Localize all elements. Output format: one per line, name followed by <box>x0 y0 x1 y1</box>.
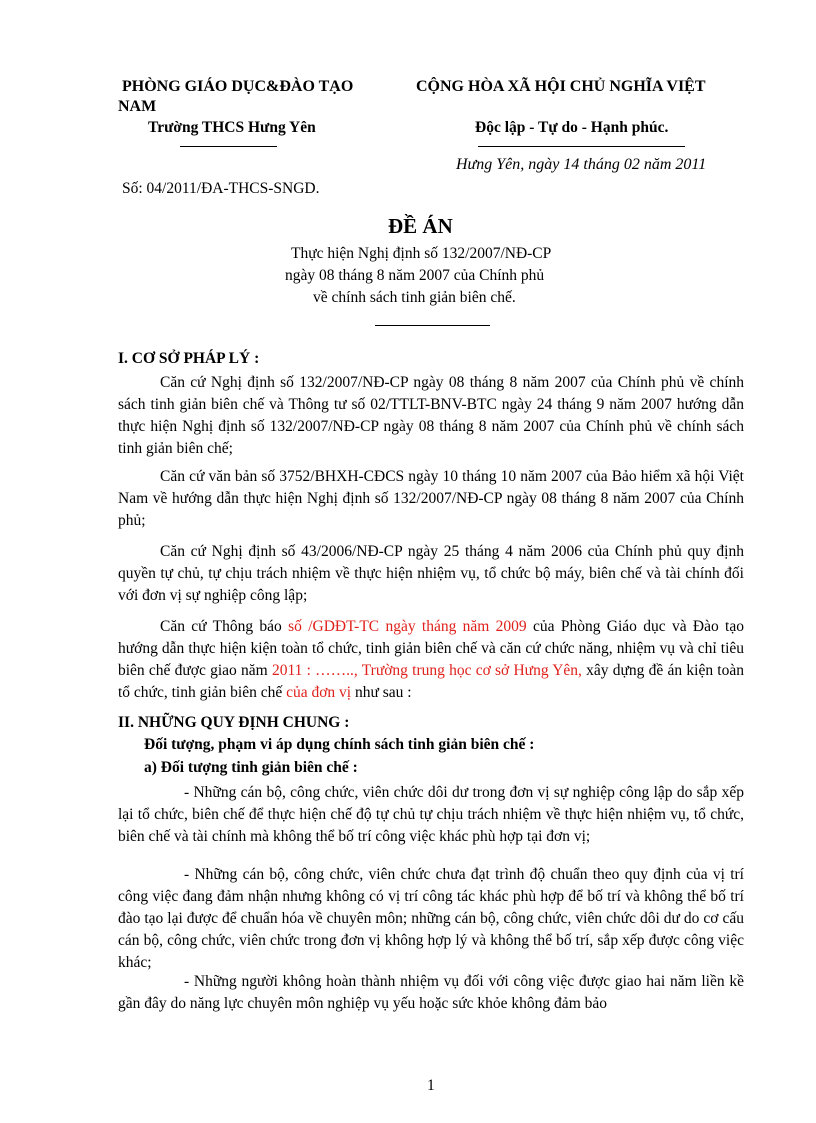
section-2-heading: II. NHỮNG QUY ĐỊNH CHUNG : <box>118 714 350 731</box>
legal-basis-paragraph-1: Căn cứ Nghị định số 132/2007/NĐ-CP ngày 08 tháng 8 năm 2007 của Chính phủ về chính sách tinh giản biên chế và Thông tư số 02/TTLT-BNV-BTC ngày 24 tháng 9 năm 2007 hướng dẫn thực hiện Nghị định số 132/2007/NĐ-CP ngày 08 tháng 8 năm 2007 của Chính phủ về chính sách tinh giản biên chế; <box>118 374 744 457</box>
title-line-3: về chính sách tinh giản biên chế. <box>313 289 516 306</box>
bullet-3: - Những người không hoàn thành nhiệm vụ đối với công việc được giao hai năm liền kề gần đây do năng lực chuyên môn nghiệp vụ yếu hoặc sức khỏe không đảm bảo <box>118 973 744 1012</box>
p4-text-d: xây dựng đề án kiện toàn tổ chức, tinh giản biên chế <box>118 662 744 701</box>
page-number: 1 <box>427 1077 435 1094</box>
p4-red-unit: của đơn vị <box>286 684 352 701</box>
republic-title: CỘNG HÒA XÃ HỘI CHỦ NGHĨA VIỆT <box>416 78 706 95</box>
school-underline <box>180 146 277 147</box>
legal-basis-paragraph-3: Căn cứ Nghị định số 43/2006/NĐ-CP ngày 25 tháng 4 năm 2006 của Chính phủ quy định quyền tự chủ, tự chịu trách nhiệm về thực hiện nhiệm vụ, tổ chức bộ máy, biên chế và tài chính đối với đơn vị sự nghiệp công lập; <box>118 543 744 604</box>
p4-red-number: số /GDĐT-TC ngày tháng năm 2009 <box>288 618 527 635</box>
legal-basis-paragraph-2: Căn cứ văn bản số 3752/BHXH-CĐCS ngày 10 tháng 10 năm 2007 của Bảo hiểm xã hội Việt Nam về hướng dẫn thực hiện Nghị định số 132/2007/NĐ-CP ngày 08 tháng 8 năm 2007 của Chính phủ; <box>118 468 744 529</box>
title-line-2: ngày 08 tháng 8 năm 2007 của Chính phủ <box>285 267 545 284</box>
school-name: Trường THCS Hưng Yên <box>148 119 316 136</box>
document-number: Số: 04/2011/ĐA-THCS-SNGD. <box>122 180 320 197</box>
national-motto: Độc lập - Tự do - Hạnh phúc. <box>475 119 669 136</box>
section-2-subheading: Đối tượng, phạm vi áp dụng chính sách tinh giản biên chế : <box>144 736 535 753</box>
legal-basis-paragraph-4 <box>118 616 744 704</box>
department-name-cont: NAM <box>118 98 157 115</box>
p4-text-a: Căn cứ Thông báo <box>160 618 289 635</box>
document-title: ĐỀ ÁN <box>388 214 453 238</box>
bullet-1: - Những cán bộ, công chức, viên chức dôi dư trong đơn vị sự nghiệp công lập do sắp xếp lại tổ chức, biên chế để thực hiện chế độ tự chủ tự chịu trách nhiệm về thực hiện nhiệm vụ, tổ chức, biên chế và tài chính mà không thể bố trí công việc khác phù hợp tại đơn vị; <box>118 784 744 845</box>
department-name: PHÒNG GIÁO DỤC&ĐÀO TẠO <box>122 78 354 95</box>
place-date: Hưng Yên, ngày 14 tháng 02 năm 2011 <box>456 156 707 173</box>
title-line-1: Thực hiện Nghị định số 132/2007/NĐ-CP <box>291 245 552 262</box>
motto-underline <box>478 146 685 147</box>
p4-red-year: 2011 : …….., <box>271 662 358 679</box>
title-divider <box>375 325 490 326</box>
p4-text-e: như sau : <box>351 684 412 701</box>
bullet-2: - Những cán bộ, công chức, viên chức chưa đạt trình độ chuẩn theo quy định của vị trí công việc đang đảm nhận nhưng không có vị trí công tác khác phù hợp để bố trí và không thể bố trí đào tạo lại được để chuẩn hóa về chuyên môn; những cán bộ, công chức, viên chức dôi dư do cơ cấu cán bộ, công chức, viên chức trong đơn vị không hợp lý và không thể bố trí, sắp xếp được công việc khác; <box>118 866 744 971</box>
p4-text-b: của Phòng Giáo dục và Đào tạo hướng dẫn thực hiện kiện toàn tổ chức, tinh giản biên chế và căn cứ chức năng, nhiệm vụ và chỉ tiêu biên chế được giao năm <box>118 618 744 679</box>
section-1-heading: I. CƠ SỞ PHÁP LÝ : <box>118 350 260 367</box>
p4-red-school: Trường trung học cơ sở Hưng Yên, <box>361 662 582 679</box>
item-a-heading: a) Đối tượng tinh giản biên chế : <box>144 759 358 776</box>
